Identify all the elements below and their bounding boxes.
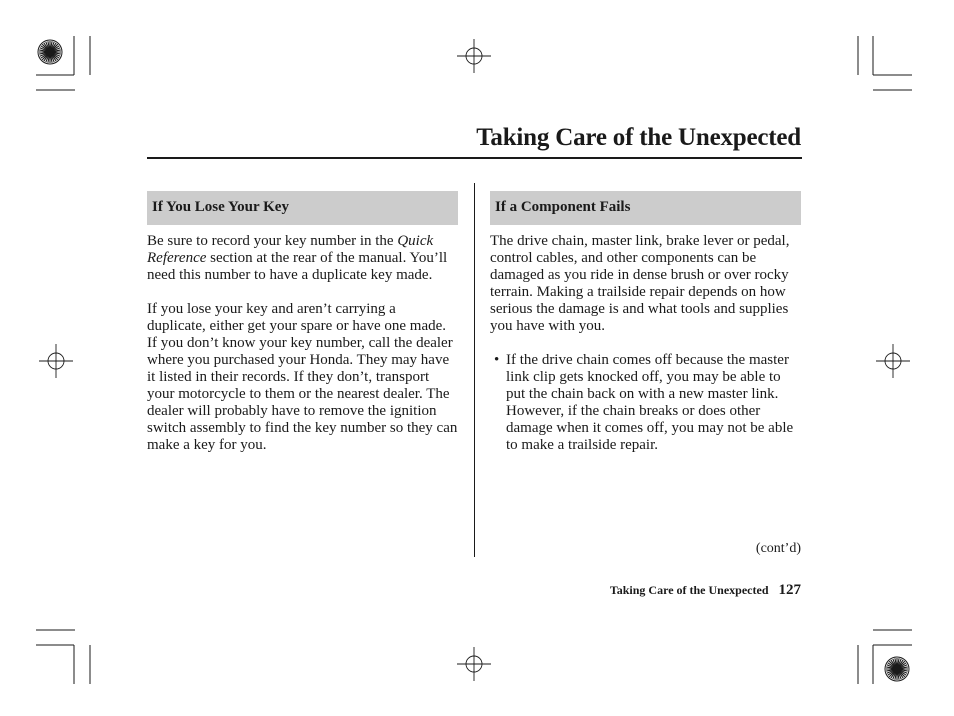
- page-number: 127: [778, 582, 801, 598]
- section-heading-lose-key: If You Lose Your Key: [147, 191, 458, 225]
- page-title: Taking Care of the Unexpected: [476, 124, 801, 151]
- registration-crosshair-icon: [457, 647, 491, 681]
- registration-burst-icon: [885, 657, 909, 681]
- bullet-drive-chain: [490, 352, 801, 454]
- quick-reference-emphasis: Quick Reference: [147, 233, 434, 266]
- section-component-fails: [490, 191, 801, 454]
- paragraph-record-key: Be sure to record your key number in the Quick Reference section at the rear of the manual. You’ll need this number to have a duplicate key made.: [147, 233, 448, 283]
- registration-crosshair-icon: [457, 39, 491, 73]
- page-footer: [610, 581, 801, 599]
- registration-crosshair-icon: [39, 344, 73, 378]
- registration-crosshair-icon: [876, 344, 910, 378]
- section-lose-key: [147, 191, 458, 454]
- paragraph-lost-key: If you lose your key and aren’t carrying a duplicate, either get your spare or have one made. If you don’t know your key number, call the dealer where you purchased your Honda. They may have it listed in their records. If they don’t, transport your motorcycle to them or the nearest dealer. The dealer will probably have to remove the ignition switch assembly to find the key number so they can make a key for you.: [147, 301, 458, 453]
- section-heading-component-fails: If a Component Fails: [490, 191, 801, 225]
- continued-marker: (cont’d): [755, 541, 801, 556]
- bullet-dot-icon: •: [494, 352, 500, 368]
- title-rule: [147, 157, 802, 159]
- registration-burst-icon: [38, 40, 62, 64]
- footer-title: Taking Care of the Unexpected: [609, 583, 769, 597]
- bullet-text: If the drive chain comes off because the master link clip gets knocked off, you may be able to put the chain back on with a new master link. However, if the chain breaks or does other damage when it comes off, you may not be able to make a trailside repair.: [506, 352, 794, 453]
- column-divider: [474, 183, 475, 557]
- paragraph-component-damage: The drive chain, master link, brake lever or pedal, control cables, and other components can be damaged as you ride in dense brush or over rocky terrain. Making a trailside repair depends on how serious the damage is and what tools and supplies you have with you.: [490, 233, 790, 334]
